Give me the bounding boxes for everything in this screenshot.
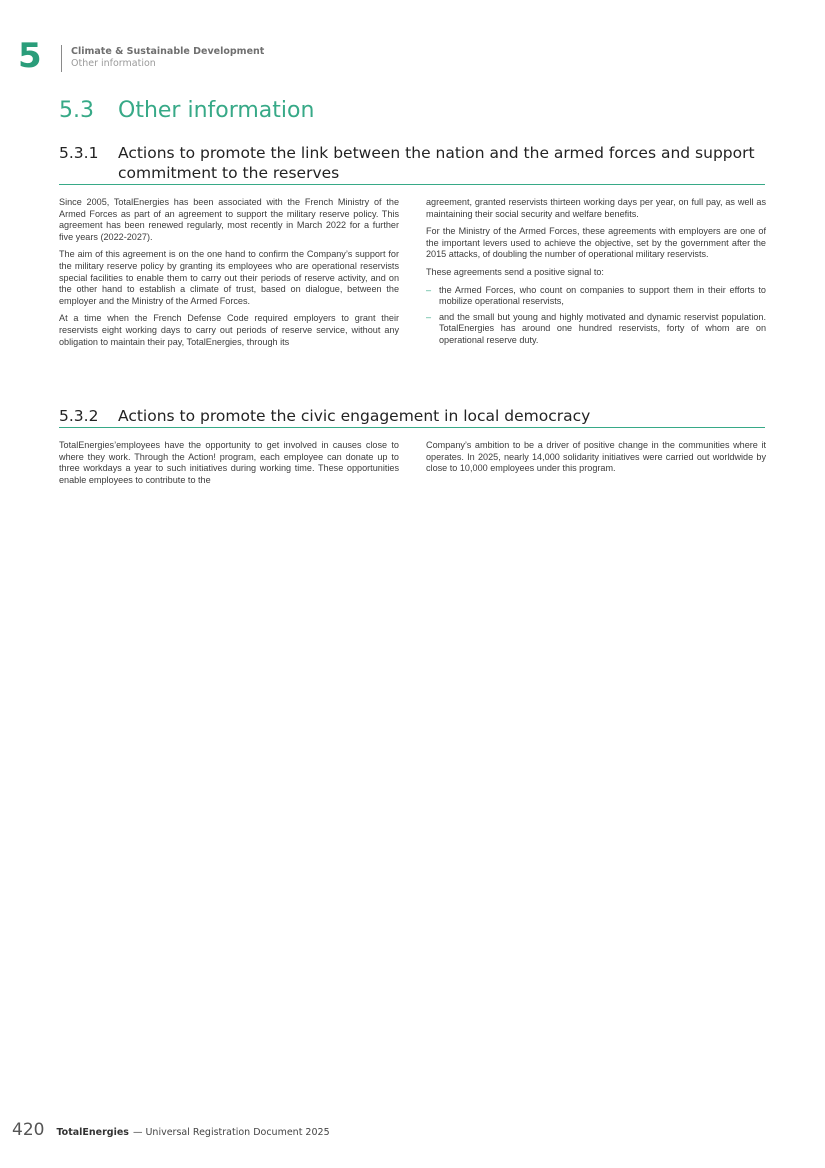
subsection-title: Actions to promote the link between the nation and the armed forces and support commitment to the reserves bbox=[118, 144, 755, 182]
page-footer bbox=[12, 1120, 330, 1140]
paragraph: Company’s ambition to be a driver of positive change in the communities where it operates. In 2025, nearly 14,000 solidarity initiatives were carried out worldwide by close to 10,000 employees under this program. bbox=[426, 440, 766, 474]
paragraph: Since 2005, TotalEnergies has been associated with the French Ministry of the Armed Forces as part of an agreement to support the military reserve policy. This agreement has been renewed regularly, most recently in March 2022 for a further five years (2022-2027). bbox=[59, 197, 399, 242]
subsection-1-right-column bbox=[426, 197, 766, 351]
chapter-subtitle: Other information bbox=[71, 58, 156, 69]
page-number: 420 bbox=[12, 1120, 45, 1140]
list-item bbox=[426, 285, 766, 308]
list-item bbox=[426, 312, 766, 347]
paragraph: These agreements send a positive signal to: bbox=[426, 266, 604, 277]
chapter-divider bbox=[61, 45, 62, 72]
paragraph: For the Ministry of the Armed Forces, these agreements with employers are one of the important levers used to achieve the objective, set by the government after the 2015 attacks, of doubling the number of operational military reservists. bbox=[426, 226, 766, 260]
bullet-dash: – bbox=[426, 284, 432, 295]
section-title: Other information bbox=[118, 98, 315, 123]
chapter-number: 5 bbox=[18, 36, 42, 76]
list-item-text: the Armed Forces, who count on companies to support them in their efforts to mobilize operational reservists, bbox=[439, 284, 766, 307]
subsection-2-left-column bbox=[59, 440, 399, 492]
list-item-text: and the small but young and highly motivated and dynamic reservist population. TotalEnergies has around one hundred reservists, forty of whom are on operational reserve duty. bbox=[439, 311, 766, 345]
section-heading bbox=[59, 96, 314, 126]
paragraph: At a time when the French Defense Code required employers to grant their reservists eight working days to carry out periods of reserve service, without any obligation to maintain their pay, TotalEnergies, through its bbox=[59, 313, 399, 347]
footer-document-title: — Universal Registration Document 2025 bbox=[132, 1127, 330, 1138]
bullet-dash: – bbox=[426, 311, 432, 322]
footer-brand: TotalEnergies bbox=[56, 1127, 129, 1138]
chapter-title: Climate & Sustainable Development bbox=[71, 46, 265, 57]
paragraph: The aim of this agreement is on the one hand to confirm the Company’s support for the military reserve policy by granting its employees who are operational reservists special facilities to enable them to carry out their periods of reserve activity, and on the other hand to establish a climate of trust, based on dialogue, between the employer and the Ministry of the Armed Forces. bbox=[59, 249, 399, 306]
subsection-number: 5.3.2 bbox=[59, 407, 99, 425]
subsection-title: Actions to promote the civic engagement in local democracy bbox=[118, 407, 591, 425]
paragraph: agreement, granted reservists thirteen working days per year, on full pay, as well as maintaining their social security and welfare benefits. bbox=[426, 197, 766, 219]
subsection-1-left-column bbox=[59, 197, 399, 354]
bullet-list bbox=[426, 285, 766, 347]
subsection-heading-2 bbox=[59, 406, 765, 428]
paragraph: TotalEnergies’employees have the opportunity to get involved in causes close to where they work. Through the Action! program, each employee can donate up to three workdays a year to such initiatives during working time. These opportunities enable employees to contribute to the bbox=[59, 440, 399, 485]
subsection-number: 5.3.1 bbox=[59, 144, 99, 162]
section-number: 5.3 bbox=[59, 98, 94, 123]
subsection-heading-1 bbox=[59, 143, 765, 185]
subsection-2-right-column bbox=[426, 440, 766, 481]
